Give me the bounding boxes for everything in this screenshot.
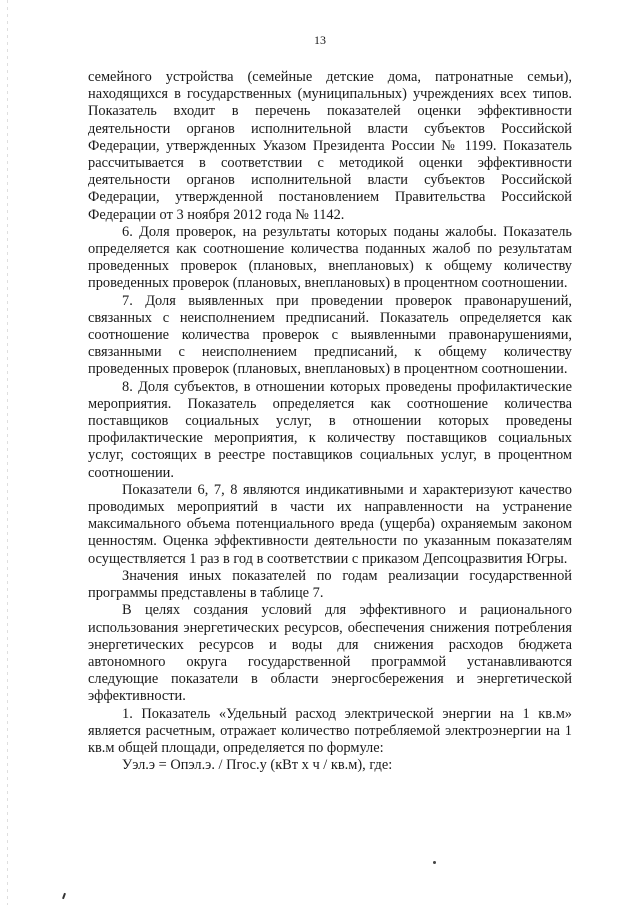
paragraph-indicator-7: 7. Доля выявленных при проведении проверок правонарушений, связанных с неисполнением предписаний. Показатель определяется как соотношение количества проверок с выявленными правонарушениями, связанными с неисполнением предписаний, к общему количеству проведенных проверок (плановых, внеплановых) в процентном соотношении. — [88, 292, 572, 378]
paragraph-indicator-6: 6. Доля проверок, на результаты которых поданы жалобы. Показатель определяется как соотношение количества поданных жалоб по результатам проведенных проверок (плановых, внеплановых) к общему количеству проведенных проверок (плановых, внеплановых) в процентном соотношении. — [88, 223, 572, 292]
scan-speck — [62, 893, 66, 899]
paragraph-energy-indicator-1: 1. Показатель «Удельный расход электрической энергии на 1 кв.м» является расчетным, отражает количество потребляемой электроэнергии на 1 кв.м общей площади, определяется по формуле: — [88, 705, 572, 756]
paragraph-continuation: семейного устройства (семейные детские дома, патронатные семьи), находящихся в государственных (муниципальных) учреждениях всех типов. Показатель входит в перечень показателей оценки эффективности деятельности органов исполнительной власти субъектов Российской Федерации, утвержденных Указом Президента России № 1199. Показатель рассчитывается в соответствии с методикой оценки эффективности деятельности органов исполнительной власти субъектов Российской Федерации, утвержденной постановлением Правительства Российской Федерации от 3 ноября 2012 года № 1142. — [88, 69, 572, 223]
page-number: 13 — [314, 33, 326, 47]
formula-line: Уэл.э = Опэл.э. / Пгос.у (кВт х ч / кв.м), где: — [122, 757, 393, 774]
paragraph-indicators-summary: Показатели 6, 7, 8 являются индикативными и характеризуют качество проводимых мероприятий в части их направленности на устранение максимального объема потенциального вреда (ущерба) охраняемым законом ценностям. Оценка эффективности деятельности по указанным показателям осуществляется 1 раз в год в соответствии с приказом Депсоцразвития Югры. — [88, 481, 572, 567]
paragraph-energy-saving: В целях создания условий для эффективного и рационального использования энергетических ресурсов, обеспечения снижения потребления энергетических ресурсов и воды для снижения расходов бюджета автономного округа государственной программой устанавливаются следующие показатели в области энергосбережения и энергетической эффективности. — [88, 602, 572, 705]
scan-edge-divider — [7, 0, 8, 905]
scan-speck — [433, 861, 436, 864]
paragraph-indicator-8: 8. Доля субъектов, в отношении которых проведены профилактические мероприятия. Показатель определяется как соотношение количества поставщиков социальных услуг, в отношении которых проведены профилактические мероприятия, к количеству поставщиков социальных услуг, состоящих в реестре поставщиков социальных услуг, в процентном соотношении. — [88, 378, 572, 481]
document-body — [88, 69, 572, 774]
paragraph-other-indicators: Значения иных показателей по годам реализации государственной программы представлены в таблице 7. — [88, 567, 572, 602]
